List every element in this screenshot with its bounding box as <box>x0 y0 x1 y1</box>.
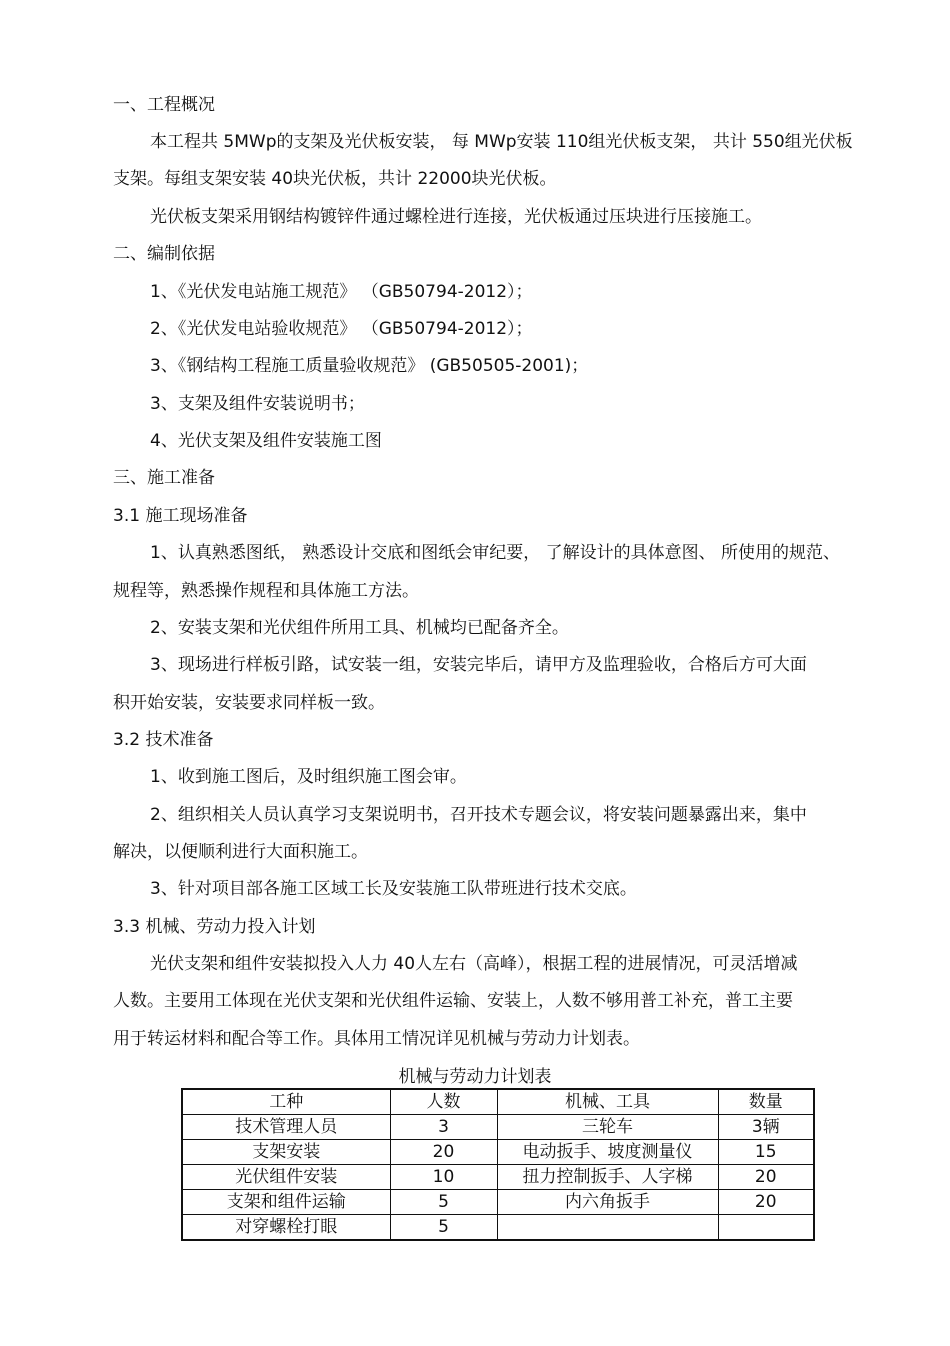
table-cell: 支架安装 <box>182 1140 390 1165</box>
list-item: 4、光伏支架及组件安装施工图 <box>150 431 382 451</box>
paragraph-line: 积开始安装，安装要求同样板一致。 <box>113 693 385 713</box>
list-item: 3、支架及组件安装说明书； <box>150 394 365 414</box>
paragraph-line: 规程等，熟悉操作规程和具体施工方法。 <box>113 581 419 601</box>
table-row <box>182 1165 814 1190</box>
table-row <box>182 1115 814 1140</box>
table-cell: 对穿螺栓打眼 <box>182 1215 390 1241</box>
paragraph-line: 本工程共 5MWp的支架及光伏板安装， 每 MWp安装 110组光伏板支架， 共计 550组光伏板 <box>150 132 853 152</box>
table-row <box>182 1140 814 1165</box>
section-heading-basis: 二、编制依据 <box>113 244 215 264</box>
paragraph-line: 光伏板支架采用钢结构镀锌件通过螺栓进行连接，光伏板通过压块进行压接施工。 <box>150 207 762 227</box>
subsection-heading-site: 3.1 施工现场准备 <box>113 506 248 526</box>
paragraph-line: 1、认真熟悉图纸， 熟悉设计交底和图纸会审纪要， 了解设计的具体意图、 所使用的规范、 <box>150 543 841 563</box>
table-cell: 5 <box>390 1190 497 1215</box>
list-item: 3、《钢结构工程施工质量验收规范》 (GB50505-2001)； <box>150 356 589 376</box>
table-cell: 电动扳手、坡度测量仪 <box>497 1140 718 1165</box>
table-cell: 20 <box>390 1140 497 1165</box>
section-heading-overview: 一、工程概况 <box>113 95 215 115</box>
subsection-heading-labor-plan: 3.3 机械、劳动力投入计划 <box>113 917 316 937</box>
table-cell: 10 <box>390 1165 497 1190</box>
paragraph-line: 3、针对项目部各施工区域工长及安装施工队带班进行技术交底。 <box>150 879 637 899</box>
header-cell: 机械、工具 <box>497 1089 718 1115</box>
paragraph-line: 支架。每组支架安装 40块光伏板，共计 22000块光伏板。 <box>113 169 557 189</box>
machinery-labor-table <box>181 1088 815 1241</box>
table-cell: 15 <box>718 1140 814 1165</box>
paragraph-line: 1、收到施工图后，及时组织施工图会审。 <box>150 767 467 787</box>
paragraph-line: 2、安装支架和光伏组件所用工具、机械均已配备齐全。 <box>150 618 569 638</box>
paragraph-line: 人数。主要用工体现在光伏支架和光伏组件运输、安装上，人数不够用普工补充，普工主要 <box>113 991 793 1011</box>
paragraph-line: 解决，以便顺利进行大面积施工。 <box>113 842 368 862</box>
table-cell: 5 <box>390 1215 497 1241</box>
list-item: 2、《光伏发电站验收规范》 （GB50794-2012）； <box>150 319 533 339</box>
section-heading-preparation: 三、施工准备 <box>113 468 215 488</box>
table-cell <box>718 1215 814 1241</box>
paragraph-line: 用于转运材料和配合等工作。具体用工情况详见机械与劳动力计划表。 <box>113 1029 640 1049</box>
table-cell: 20 <box>718 1165 814 1190</box>
list-item: 1、《光伏发电站施工规范》 （GB50794-2012）； <box>150 282 533 302</box>
table-row <box>182 1190 814 1215</box>
table-cell: 技术管理人员 <box>182 1115 390 1140</box>
header-cell: 工种 <box>182 1089 390 1115</box>
table-cell: 支架和组件运输 <box>182 1190 390 1215</box>
table-cell: 内六角扳手 <box>497 1190 718 1215</box>
table-caption: 机械与劳动力计划表 <box>398 1067 552 1087</box>
table-cell <box>497 1215 718 1241</box>
table-cell: 光伏组件安装 <box>182 1165 390 1190</box>
paragraph-line: 光伏支架和组件安装拟投入人力 40人左右（高峰），根据工程的进展情况，可灵活增减 <box>150 954 798 974</box>
table-cell: 三轮车 <box>497 1115 718 1140</box>
table-cell: 扭力控制扳手、人字梯 <box>497 1165 718 1190</box>
subsection-heading-technical: 3.2 技术准备 <box>113 730 214 750</box>
header-cell: 数量 <box>718 1089 814 1115</box>
table-header-row <box>182 1089 814 1115</box>
paragraph-line: 3、现场进行样板引路，试安装一组，安装完毕后，请甲方及监理验收，合格后方可大面 <box>150 655 807 675</box>
header-cell: 人数 <box>390 1089 497 1115</box>
paragraph-line: 2、组织相关人员认真学习支架说明书，召开技术专题会议，将安装问题暴露出来，集中 <box>150 805 807 825</box>
table-row <box>182 1215 814 1241</box>
table-cell: 20 <box>718 1190 814 1215</box>
table-cell: 3 <box>390 1115 497 1140</box>
table-cell: 3辆 <box>718 1115 814 1140</box>
